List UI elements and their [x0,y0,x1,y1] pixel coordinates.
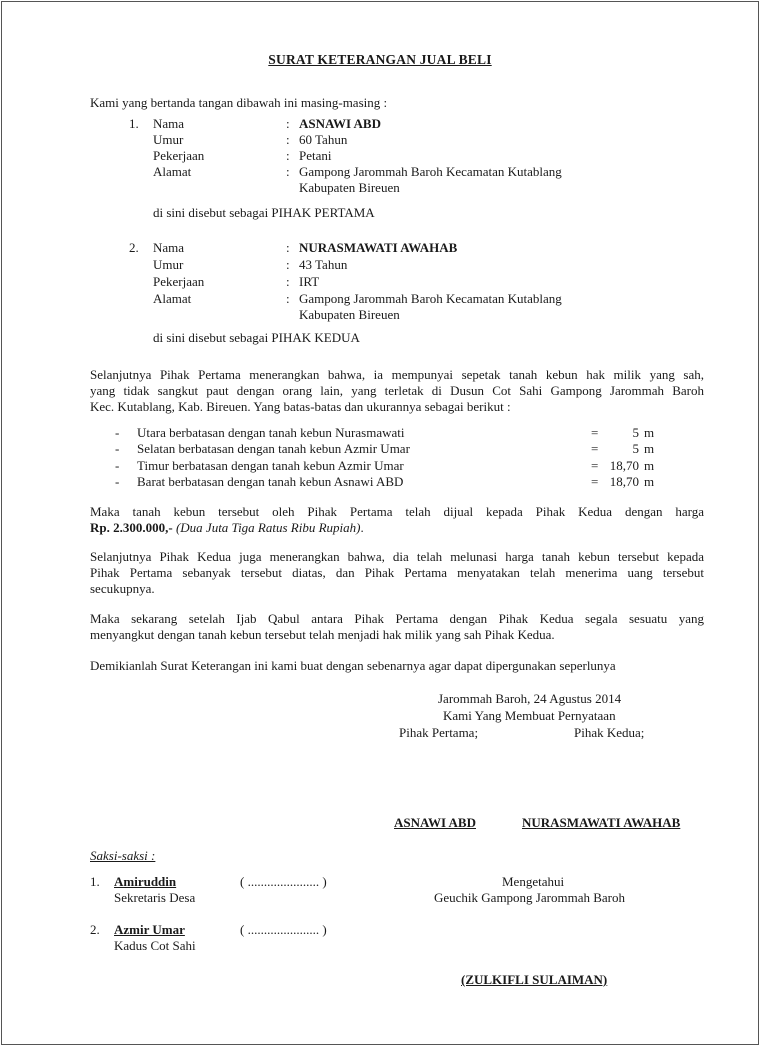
party-one-signature-label: Pihak Pertama; [399,725,479,740]
party-two-signature-name: NURASMAWATI AWAHAB [522,815,681,830]
party-two-name: NURASMAWATI AWAHAB [299,240,458,255]
price-amount: Rp. 2.300.000,- [90,520,173,535]
job-label: Pekerjaan [153,274,205,289]
equals-sign: = [591,474,599,489]
party-one-designation: di sini disebut sebagai PIHAK PERTAMA [153,205,375,220]
equals-sign: = [591,458,599,473]
border-unit: m [644,425,655,440]
paragraph-line: menyangkut dengan tanah kebun tersebut telah menjadi hak milik yang sah Pihak Kedua. [90,627,555,642]
witness-signature-line: ( ...................... ) [240,922,327,937]
price-in-words: (Dua Juta Tiga Ratus Ribu Rupiah) [175,520,361,535]
document-page [1,1,759,1045]
paragraph-line: Selanjutnya Pihak Pertama menerangkan bahwa, ia mempunyai sepetak tanah kebun hak milik yang sah, [90,367,704,382]
equals-sign: = [591,425,599,440]
border-value: 5 [632,425,639,440]
paragraph-line: yang tidak sangkut paut dengan orang lain, yang terletak di Dusun Cot Sahi Gampong Jarommah Baroh [90,383,704,398]
intro-text: Kami yang bertanda tangan dibawah ini masing-masing : [90,95,388,110]
acknowledge-name: (ZULKIFLI SULAIMAN) [461,972,608,987]
party-one-address-line2: Kabupaten Bireuen [299,180,400,195]
witness-name: Amiruddin [114,874,177,889]
period: . [360,520,364,535]
paragraph-line: Pihak Pertama sebanyak tersebut diatas, dan Pihak Pertama menyatakan telah menerima uang tersebut [90,565,704,580]
party-one-address-line1: Gampong Jarommah Baroh Kecamatan Kutablang [299,164,562,179]
witness-role: Sekretaris Desa [114,890,196,905]
border-unit: m [644,458,655,473]
witness-number: 1. [90,874,100,889]
party-one-name: ASNAWI ABD [299,116,381,131]
age-label: Umur [153,257,184,272]
colon: : [286,291,290,306]
address-label: Alamat [153,291,192,306]
border-unit: m [644,474,655,489]
witness-role: Kadus Cot Sahi [114,938,196,953]
colon: : [286,257,290,272]
border-unit: m [644,441,655,456]
acknowledge-label: Mengetahui [502,874,565,889]
paragraph-line: secukupnya. [90,581,155,596]
party-one-signature-name: ASNAWI ABD [394,815,476,830]
age-label: Umur [153,132,184,147]
witnesses-heading: Saksi-saksi : [90,848,156,863]
acknowledge-role: Geuchik Gampong Jarommah Baroh [434,890,625,905]
witness-name: Azmir Umar [114,922,185,937]
list-bullet: - [115,441,120,456]
colon: : [286,240,290,255]
border-description: Timur berbatasan dengan tanah kebun Azmir Umar [137,458,404,473]
border-value: 5 [632,441,639,456]
closing-paragraph: Demikianlah Surat Keterangan ini kami buat dengan sebenarnya agar dapat dipergunakan seperlunya [90,658,616,673]
party-one-age: 60 Tahun [299,132,348,147]
party-two-signature-label: Pihak Kedua; [574,725,645,740]
job-label: Pekerjaan [153,148,205,163]
border-description: Utara berbatasan dengan tanah kebun Nurasmawati [137,425,405,440]
document-title: SURAT KETERANGAN JUAL BELI [268,52,492,67]
colon: : [286,164,290,179]
party-two-designation: di sini disebut sebagai PIHAK KEDUA [153,330,360,345]
colon: : [286,148,290,163]
party-two-number: 2. [129,240,139,255]
witness-signature-line: ( ...................... ) [240,874,327,889]
name-label: Nama [153,240,185,255]
border-value: 18,70 [609,474,639,489]
paragraph-line: Selanjutnya Pihak Kedua juga menerangkan bahwa, dia telah melunasi harga tanah kebun tersebut kepada [90,549,704,564]
colon: : [286,274,290,289]
party-one-number: 1. [129,116,139,131]
border-description: Barat berbatasan dengan tanah kebun Asnawi ABD [137,474,404,489]
price-line [90,520,364,536]
party-one-job: Petani [299,148,332,163]
list-bullet: - [115,474,120,489]
paragraph-line: Maka tanah kebun tersebut oleh Pihak Pertama telah dijual kepada Pihak Kedua dengan harga [90,504,704,519]
border-description: Selatan berbatasan dengan tanah kebun Azmir Umar [137,441,410,456]
paragraph-line: Maka sekarang setelah Ijab Qabul antara Pihak Pertama dengan Pihak Kedua segala sesuatu yang [90,611,704,626]
colon: : [286,132,290,147]
witness-number: 2. [90,922,100,937]
address-label: Alamat [153,164,192,179]
equals-sign: = [591,441,599,456]
list-bullet: - [115,425,120,440]
party-two-address-line2: Kabupaten Bireuen [299,307,400,322]
name-label: Nama [153,116,185,131]
border-value: 18,70 [609,458,639,473]
party-two-age: 43 Tahun [299,257,348,272]
maker-statement: Kami Yang Membuat Pernyataan [443,708,616,723]
list-bullet: - [115,458,120,473]
colon: : [286,116,290,131]
party-two-address-line1: Gampong Jarommah Baroh Kecamatan Kutablang [299,291,562,306]
party-two-job: IRT [299,274,320,289]
place-date: Jarommah Baroh, 24 Agustus 2014 [438,691,622,706]
paragraph-line: Kec. Kutablang, Kab. Bireuen. Yang batas-batas dan ukurannya sebagai berikut : [90,399,511,414]
